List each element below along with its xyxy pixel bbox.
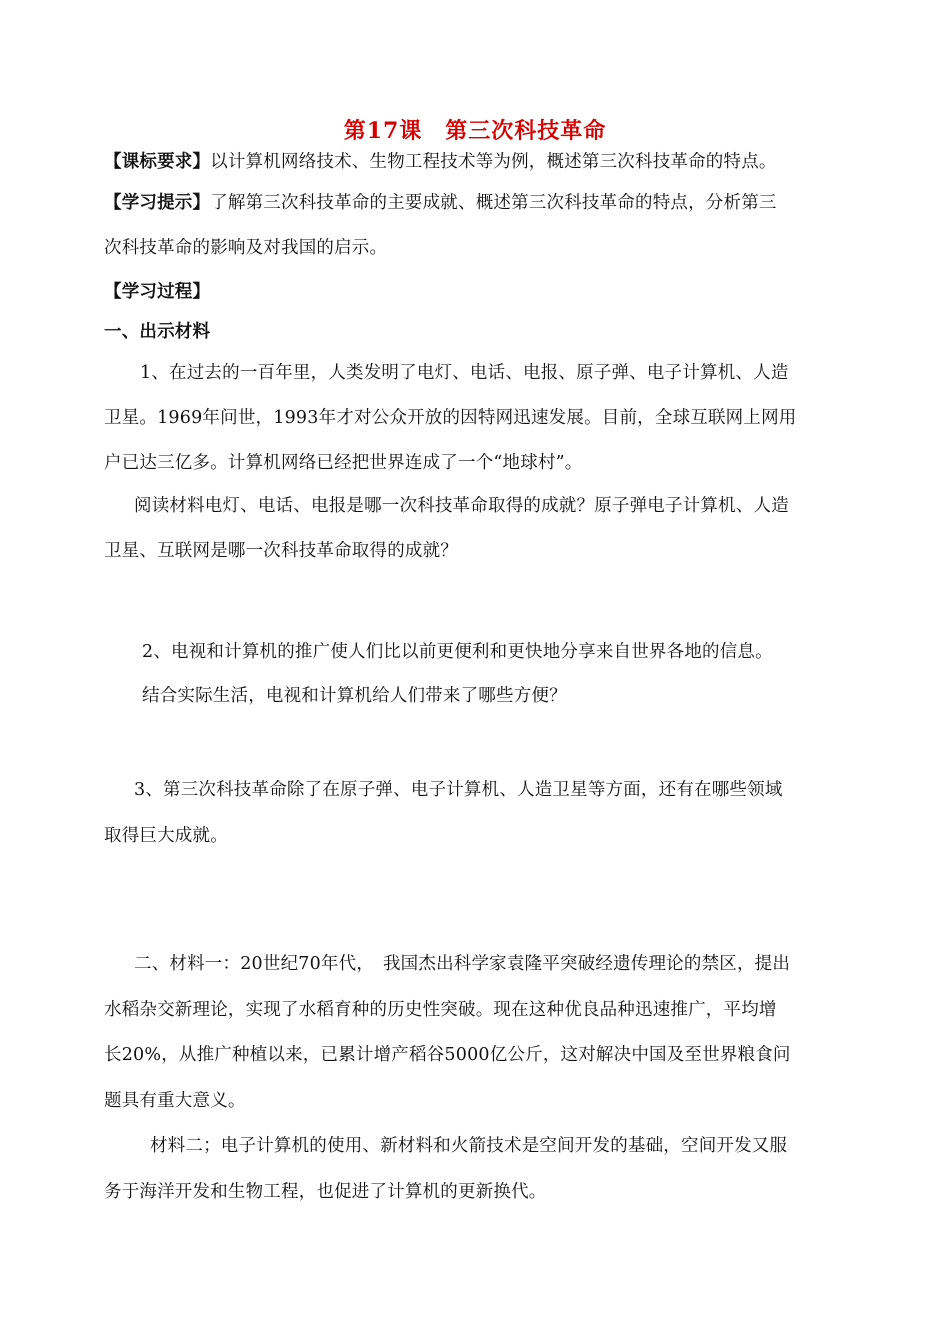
- lesson-title: 第17课 第三次科技革命: [343, 118, 607, 144]
- material1-line-4: 题具有重大意义。: [104, 1091, 246, 1111]
- requirement-text: 以计算机网络技术、生物工程技术等为例，概述第三次科技革命的特点。: [210, 152, 777, 172]
- item3-line-2: 取得巨大成就。: [104, 826, 228, 846]
- material2-line-1: 材料二；电子计算机的使用、新材料和火箭技术是空间开发的基础，空间开发又服: [150, 1136, 788, 1156]
- item1-line-2: 卫星。1969年问世，1993年才对公众开放的因特网迅速发展。目前，全球互联网上网用: [104, 408, 797, 428]
- material1-line-1: 二、材料一：20世纪70年代， 我国杰出科学家袁隆平突破经遗传理论的禁区，提出: [134, 954, 791, 974]
- material1-line-3: 长20%，从推广种植以来，已累计增产稻谷5000亿公斤，这对解决中国及至世界粮食问: [104, 1045, 791, 1065]
- section1-heading: 一、出示材料: [104, 322, 211, 342]
- hint-text-1: 了解第三次科技革命的主要成就、概述第三次科技革命的特点，分析第三: [210, 193, 777, 213]
- item2-question: 结合实际生活，电视和计算机给人们带来了哪些方便？: [142, 686, 567, 706]
- item1-line-1: 1、在过去的一百年里，人类发明了电灯、电话、电报、原子弹、电子计算机、人造: [140, 363, 789, 383]
- material2-line-2: 务于海洋开发和生物工程，也促进了计算机的更新换代。: [104, 1182, 547, 1202]
- hint-line-1: [104, 191, 777, 215]
- hint-line-2: 次科技革命的影响及对我国的启示。: [104, 238, 388, 258]
- process-heading: 【学习过程】: [104, 282, 211, 302]
- requirement-line: [104, 150, 777, 174]
- item2-line-1: 2、电视和计算机的推广使人们比以前更便利和更快地分享来自世界各地的信息。: [142, 642, 773, 662]
- item1-line-3: 户已达三亿多。计算机网络已经把世界连成了一个“地球村”。: [104, 453, 583, 473]
- item1-question-line-2: 卫星、互联网是哪一次科技革命取得的成就？: [104, 541, 458, 561]
- item1-question-line-1: 阅读材料电灯、电话、电报是哪一次科技革命取得的成就？原子弹电子计算机、人造: [134, 496, 789, 516]
- hint-label: 【学习提示】: [104, 193, 211, 213]
- material1-line-2: 水稻杂交新理论，实现了水稻育种的历史性突破。现在这种优良品种迅速推广，平均增: [104, 1000, 777, 1020]
- requirement-label: 【课标要求】: [104, 152, 211, 172]
- item3-line-1: 3、第三次科技革命除了在原子弹、电子计算机、人造卫星等方面，还有在哪些领域: [134, 780, 783, 800]
